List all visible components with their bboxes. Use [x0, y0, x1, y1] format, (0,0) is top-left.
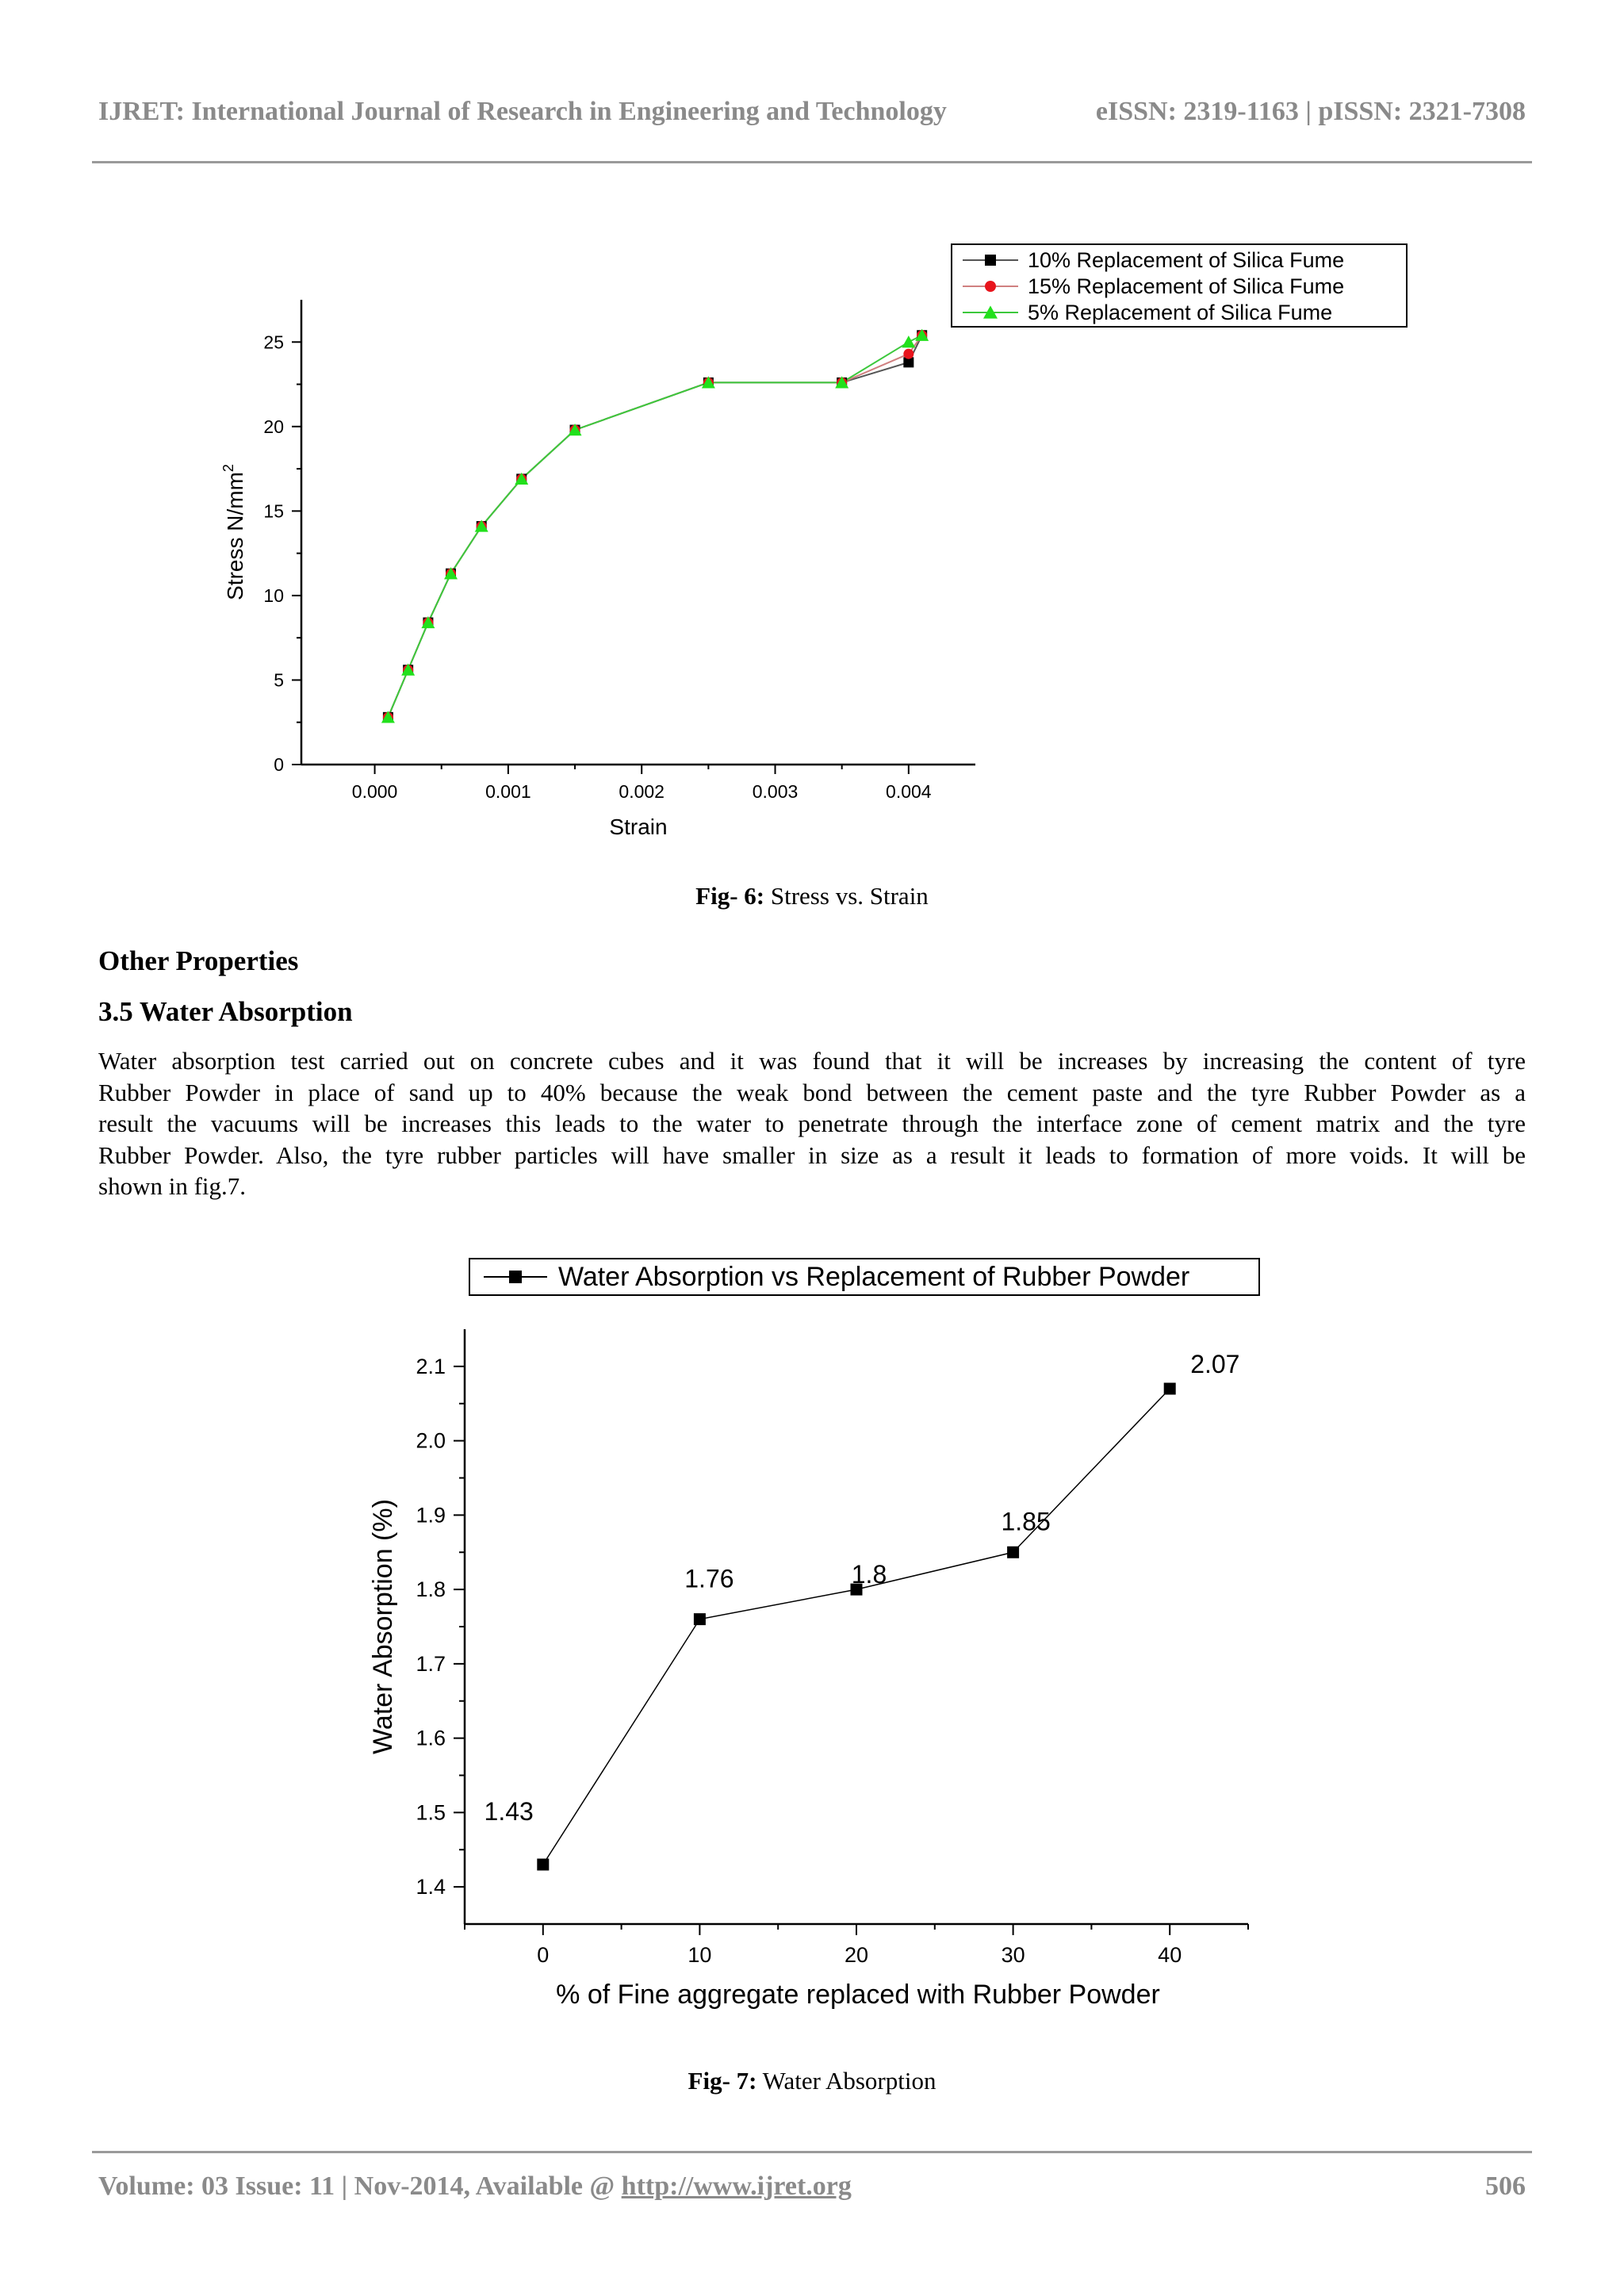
fig6-caption-text: Stress vs. Strain [764, 882, 929, 910]
data-label: 1.85 [1001, 1507, 1051, 1536]
x-tick-label: 0.001 [485, 781, 531, 802]
data-point [694, 1613, 706, 1625]
data-label: 1.43 [484, 1797, 534, 1826]
fig7-caption [0, 2067, 1624, 2095]
y-tick-label: 5 [274, 669, 284, 691]
y-tick-label: 1.8 [416, 1577, 446, 1602]
y-tick-label: 20 [263, 416, 284, 437]
journal-website-link[interactable]: http://www.ijret.org [621, 2171, 852, 2201]
y-tick-label: 1.7 [416, 1651, 446, 1676]
series-line-1 [543, 1389, 1170, 1865]
x-tick-label: 0.000 [351, 781, 398, 802]
stress-strain-chart [0, 230, 1624, 864]
paragraph-line: shown in fig.7. [98, 1172, 246, 1200]
header-divider [92, 161, 1532, 163]
paragraph-line: Rubber Powder. Also, the tyre rubber particles will have smaller in size as a result it leads to formation of more voids. It will be [98, 1140, 1526, 1169]
x-tick-label: 10 [688, 1943, 712, 1967]
x-axis-title: % of Fine aggregate replaced with Rubber Powder [556, 1980, 1160, 2010]
journal-title: IJRET: International Journal of Research in Engineering and Technology [98, 97, 947, 126]
data-point [1164, 1383, 1176, 1395]
x-tick-label: 30 [1001, 1943, 1025, 1967]
y-tick-label: 1.6 [416, 1726, 446, 1750]
legend-marker [985, 255, 996, 266]
x-tick-label: 20 [844, 1943, 869, 1967]
y-tick-label: 1.9 [416, 1503, 446, 1527]
legend-label: 5% Replacement of Silica Fume [1028, 301, 1333, 324]
x-axis-title: Strain [609, 815, 668, 839]
water-absorption-chart [0, 1237, 1624, 2030]
footer-volume-text: Volume: 03 Issue: 11 | Nov-2014, Available @ [98, 2171, 622, 2201]
fig7-caption-text: Water Absorption [756, 2067, 936, 2095]
y-axis-title: Stress $N/mm^2$ [220, 464, 247, 600]
data-label: 1.76 [684, 1564, 734, 1593]
x-tick-label: 0.003 [752, 781, 799, 802]
fig6-caption [0, 882, 1624, 910]
water-absorption-heading: 3.5 Water Absorption [98, 996, 353, 1027]
water-absorption-paragraph [98, 1045, 1526, 1202]
chart1-legend [952, 244, 1407, 327]
legend-label: 10% Replacement of Silica Fume [1028, 248, 1345, 272]
y-tick-label: 1.5 [416, 1800, 446, 1825]
fig6-caption-label: Fig- 6: [695, 882, 765, 910]
series-line-3 [388, 335, 921, 718]
data-point [537, 1859, 549, 1871]
footer-volume [98, 2171, 852, 2202]
page-number: 506 [1485, 2171, 1526, 2201]
x-tick-label: 0 [537, 1943, 550, 1967]
data-label: 1.8 [851, 1560, 887, 1589]
footer-divider [92, 2151, 1532, 2153]
series-line-1 [388, 335, 921, 718]
chart2-data-labels [485, 1350, 1240, 1826]
chart1-series-lines [388, 335, 921, 718]
data-point [1007, 1547, 1019, 1558]
chart1-markers [381, 329, 929, 723]
y-tick-label: 25 [263, 332, 284, 353]
chart2-series-lines [543, 1389, 1170, 1865]
journal-issn: eISSN: 2319-1163 | pISSN: 2321-7308 [1095, 97, 1526, 126]
y-tick-label: 1.4 [416, 1875, 446, 1899]
y-axis-title-superscript: 2 [220, 464, 236, 473]
series-line-2 [388, 335, 921, 718]
fig7-caption-label: Fig- 7: [688, 2067, 757, 2095]
x-tick-label: 0.002 [619, 781, 665, 802]
data-label: 2.07 [1190, 1350, 1240, 1378]
x-tick-label: 0.004 [886, 781, 932, 802]
legend-label: 15% Replacement of Silica Fume [1028, 274, 1345, 298]
legend-label: Water Absorption vs Replacement of Rubber Powder [558, 1262, 1190, 1292]
chart2-axes [368, 1329, 1248, 2010]
x-tick-label: 40 [1158, 1943, 1182, 1967]
legend-marker [985, 281, 996, 292]
chart2-markers [537, 1383, 1175, 1871]
y-tick-label: 10 [263, 585, 284, 606]
y-axis-title: Water Absorption (%) [368, 1499, 398, 1754]
paragraph-line: result the vacuums will be increases this leads to the water to penetrate through the interface zone of cement matrix and the tyre [98, 1110, 1526, 1137]
y-tick-label: 15 [263, 500, 284, 522]
legend-marker [509, 1271, 522, 1283]
y-tick-label: 2.0 [416, 1428, 446, 1453]
paragraph-line: Water absorption test carried out on concrete cubes and it was found that it will be increases by increasing the content of tyre [98, 1047, 1526, 1075]
data-point-series-3 [902, 335, 915, 347]
chart1-axes [220, 300, 975, 839]
other-properties-heading: Other Properties [98, 945, 299, 976]
y-tick-label: 2.1 [416, 1354, 446, 1378]
y-tick-label: 0 [274, 754, 284, 775]
data-point-series-2 [903, 349, 914, 359]
chart2-legend [469, 1259, 1259, 1295]
paragraph-line: Rubber Powder in place of sand up to 40% because the weak bond between the cement paste and the tyre Rubber Powder as a [98, 1078, 1526, 1106]
